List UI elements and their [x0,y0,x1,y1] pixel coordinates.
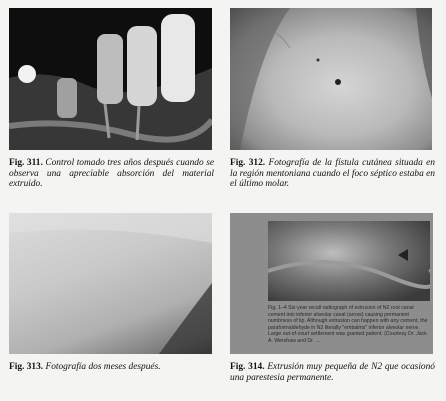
caption-text: Extrusión muy pequeña de N2 que ocasionó una parestesia permanente. [230,362,435,383]
figure-314-caption [230,362,435,383]
figure-number: Fig. 313. [9,362,44,372]
radiograph-inset [268,221,430,301]
figure-313-caption [9,362,214,373]
radiograph-image [9,8,212,150]
figure-311-radiograph [9,8,212,150]
figure-number: Fig. 312. [230,158,266,168]
figure-number: Fig. 314. [230,362,265,372]
caption-text: Control tomado tres años después cuando se observa una apreciable absorción del material extruido. [9,158,215,190]
caption-text: Fotografía dos meses después. [45,362,161,372]
caption-text: Fotografía de la fístula cutánea situada en la región mentoniana cuando el foco séptico estaba en el último molar. [230,158,435,190]
figure-314-scan [230,213,433,354]
figure-312-photo [230,8,432,150]
skin-photo-image [9,213,212,354]
figure-number: Fig. 311. [9,158,43,168]
figure-313-photo [9,213,212,354]
figure-311-caption [9,158,214,190]
figure-312-caption [230,158,435,190]
arrow-icon [268,221,430,301]
scan-caption-text: Fig. 1–4 Six-year recall radiograph of extrusion of N2 root canal cement into inferior alveolar canal (arrow) causing permanent numbness of lip. Although extrusion can happen with any cement, the paraformaldehyde in N2 literally "embalms" inferior alveolar nerve. Large out-of-court settlement was granted patient. (Courtesy Dr. Jack A. Wershaw and Dr. ... [268,305,428,344]
skin-photo-image [230,8,432,150]
